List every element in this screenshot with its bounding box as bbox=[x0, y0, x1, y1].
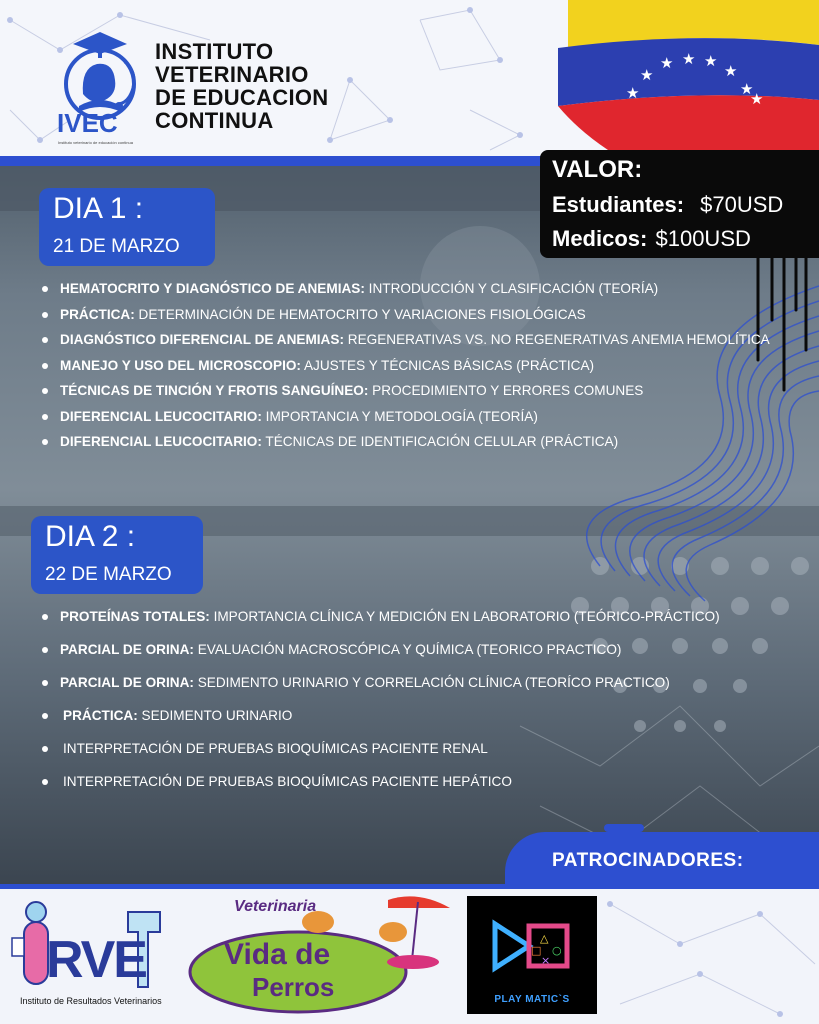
day2-topics bbox=[40, 600, 720, 798]
svg-text:△: △ bbox=[540, 932, 549, 945]
svg-text:★: ★ bbox=[682, 50, 696, 68]
list-item bbox=[40, 404, 780, 430]
day1-date: 21 DE MARZO bbox=[53, 236, 180, 257]
item-heading: PRÁCTICA: bbox=[63, 708, 138, 723]
svg-text:★: ★ bbox=[740, 80, 754, 98]
svg-text:★: ★ bbox=[626, 84, 640, 102]
logo-line: DE EDUCACION bbox=[155, 85, 329, 110]
list-item bbox=[40, 633, 720, 666]
playmatics-label: PLAY MATIC`S bbox=[494, 994, 570, 1005]
list-item bbox=[40, 732, 720, 765]
item-heading: TÉCNICAS DE TINCIÓN Y FROTIS SANGUÍNEO: bbox=[60, 383, 369, 398]
item-text: IMPORTANCIA CLÍNICA Y MEDICIÓN EN LABORATORIO (TEÓRICO-PRÁCTICO) bbox=[209, 609, 720, 624]
item-heading: PROTEÍNAS TOTALES: bbox=[60, 609, 210, 624]
svg-text:★: ★ bbox=[704, 52, 718, 70]
list-item bbox=[40, 765, 720, 798]
logo-tagline: Instituto veterinario de educación continua bbox=[58, 140, 133, 145]
gamepad-play-icon bbox=[467, 896, 597, 996]
price-label: VALOR: bbox=[552, 156, 643, 183]
doctors-label: Medicos: bbox=[552, 226, 648, 251]
dog-graduate-icon bbox=[55, 22, 155, 140]
day2-header bbox=[31, 516, 203, 594]
price-doctors bbox=[552, 226, 751, 252]
item-text: EVALUACIÓN MACROSCÓPICA Y QUÍMICA (TEORICO PRACTICO) bbox=[193, 642, 622, 657]
accent-pill bbox=[604, 824, 644, 832]
svg-text:★: ★ bbox=[640, 66, 654, 84]
logo-abbr: IVEC bbox=[57, 108, 118, 138]
item-text: INTERPRETACIÓN DE PRUEBAS BIOQUÍMICAS PACIENTE HEPÁTICO bbox=[63, 774, 512, 789]
list-item bbox=[40, 302, 780, 328]
item-heading: PARCIAL DE ORINA: bbox=[60, 642, 194, 657]
svg-text:★: ★ bbox=[750, 90, 764, 108]
item-text: REGENERATIVAS VS. NO REGENERATIVAS ANEMIA HEMOLÍTICA bbox=[343, 332, 770, 347]
item-text: INTERPRETACIÓN DE PRUEBAS BIOQUÍMICAS PACIENTE RENAL bbox=[63, 741, 488, 756]
vida-line1: Vida de bbox=[224, 938, 331, 971]
logo-line: INSTITUTO bbox=[155, 39, 274, 64]
item-text: TÉCNICAS DE IDENTIFICACIÓN CELULAR (PRÁCTICA) bbox=[261, 434, 619, 449]
list-item bbox=[40, 276, 780, 302]
item-text: AJUSTES Y TÉCNICAS BÁSICAS (PRÁCTICA) bbox=[300, 357, 595, 373]
item-text: IMPORTANCIA Y METODOLOGÍA (TEORÍA) bbox=[261, 408, 538, 424]
svg-text:★: ★ bbox=[660, 54, 674, 72]
logo-line: CONTINUA bbox=[155, 108, 274, 133]
item-heading: PARCIAL DE ORINA: bbox=[60, 675, 194, 690]
accent-bar bbox=[0, 156, 560, 166]
list-item bbox=[40, 429, 780, 455]
irvet-logo bbox=[10, 892, 190, 1016]
item-text: SEDIMENTO URINARIO bbox=[137, 708, 293, 723]
logo-title bbox=[155, 40, 329, 132]
day1-topics bbox=[40, 276, 780, 455]
day1-title: DIA 1 : bbox=[53, 192, 144, 225]
irvet-wordmark: RVE bbox=[46, 931, 146, 989]
list-item bbox=[40, 378, 780, 404]
list-item bbox=[40, 353, 780, 379]
irvet-caption: Instituto de Resultados Veterinarios bbox=[20, 996, 162, 1006]
logo-line: VETERINARIO bbox=[155, 62, 309, 87]
sponsors-footer bbox=[0, 884, 819, 1024]
day1-header bbox=[39, 188, 215, 266]
item-heading: DIFERENCIAL LEUCOCITARIO: bbox=[60, 408, 262, 424]
venezuela-flag-icon bbox=[548, 0, 819, 150]
item-text: DETERMINACIÓN DE HEMATOCRITO Y VARIACIONES FISIOLÓGICAS bbox=[134, 306, 586, 322]
item-heading: DIFERENCIAL LEUCOCITARIO: bbox=[60, 434, 262, 449]
list-item bbox=[40, 600, 720, 633]
item-text: SEDIMENTO URINARIO Y CORRELACIÓN CLÍNICA (TEORÍCO PRACTICO) bbox=[193, 675, 670, 690]
list-item bbox=[40, 666, 720, 699]
sponsors-label: PATROCINADORES: bbox=[552, 850, 744, 871]
vida-de-perros-logo bbox=[188, 890, 458, 1018]
students-price: $70USD bbox=[700, 192, 784, 217]
svg-text:□: □ bbox=[531, 944, 542, 957]
item-heading: DIAGNÓSTICO DIFERENCIAL DE ANEMIAS: bbox=[60, 332, 344, 347]
students-label: Estudiantes: bbox=[552, 192, 685, 217]
svg-text:★: ★ bbox=[724, 62, 738, 80]
day2-title: DIA 2 : bbox=[45, 520, 136, 553]
vida-line2: Perros bbox=[252, 972, 335, 1002]
item-heading: PRÁCTICA: bbox=[60, 306, 135, 322]
item-text: PROCEDIMIENTO Y ERRORES COMUNES bbox=[368, 383, 644, 398]
list-item bbox=[40, 699, 720, 732]
price-box bbox=[540, 150, 819, 258]
header bbox=[0, 0, 819, 160]
doctors-price: $100USD bbox=[655, 226, 751, 251]
list-item bbox=[40, 327, 780, 353]
item-heading: MANEJO Y USO DEL MICROSCOPIO: bbox=[60, 357, 301, 373]
playmatics-logo bbox=[467, 896, 597, 1014]
svg-text:○: ○ bbox=[552, 944, 562, 957]
vida-small-label: Veterinaria bbox=[234, 898, 317, 915]
item-text: INTRODUCCIÓN Y CLASIFICACIÓN (TEORÍA) bbox=[364, 281, 659, 296]
price-students bbox=[552, 192, 783, 218]
day2-date: 22 DE MARZO bbox=[45, 564, 172, 585]
svg-text:×: × bbox=[541, 954, 551, 967]
item-heading: HEMATOCRITO Y DIAGNÓSTICO DE ANEMIAS: bbox=[60, 281, 365, 296]
